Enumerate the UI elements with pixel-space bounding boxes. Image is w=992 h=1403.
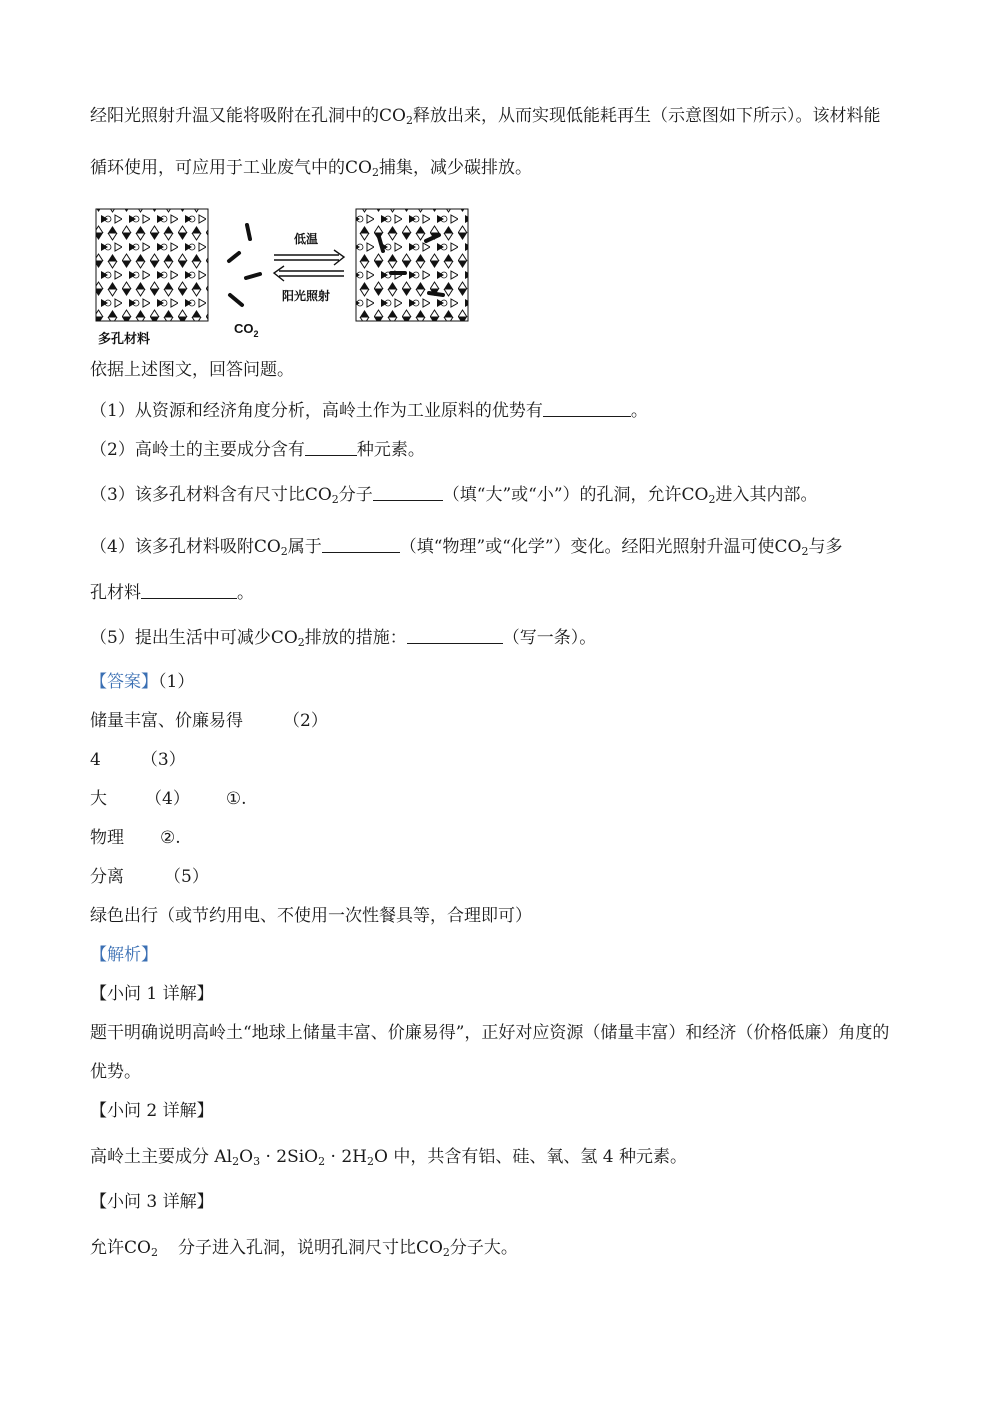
answer-blank[interactable] [305,441,357,456]
analysis-text: 题干明确说明高岭土“地球上储量丰富、价廉易得”，正好对应资源（储量丰富）和经济（价格低廉）角度的 [90,1023,890,1043]
question-4: （4）该多孔材料吸附$CO_2$属于 （填“物理”或“化学”）变化。经阳光照射升温可使$CO_2$与多 [90,537,843,558]
diagram-svg [94,205,474,345]
intro-text: 捕集，减少碳排放。 [378,158,532,178]
porous-material-caption: 多孔材料 [98,332,151,345]
question-2: （2）高岭土的主要成分含有 种元素。 [90,440,425,460]
intro-text: 释放出来，从而实现低能耗再生（示意图如下所示）。该材料能 [412,106,881,126]
analysis-formula-line: 高岭土主要成分 $Al_2O_3 \cdot 2SiO_2 \cdot 2H_2O$ 中，共含有铝、硅、氧、氢 4 种元素。 [90,1147,687,1168]
question-5: （5）提出生活中可减少$CO_2$排放的措施： （写一条）。 [90,628,597,649]
subquestion-heading: 【小问 3 详解】 [90,1192,214,1212]
intro-text: 经阳光照射升温又能将吸附在孔洞中的CO [90,106,406,126]
subquestion-heading: 【小问 2 详解】 [90,1101,214,1121]
answer-line: 储量丰富、价廉易得 （2） [90,711,328,731]
answer-blank[interactable] [373,486,443,501]
answer-blank[interactable] [141,584,237,599]
subscript: 2 [371,166,379,179]
sunlight-label: 阳光照射 [282,289,331,303]
answer-line: 物理 ②. [90,828,181,848]
answer-line: 绿色出行（或节约用电、不使用一次性餐具等，合理即可） [90,906,532,926]
answer-blank[interactable] [322,538,400,553]
answer-blank[interactable] [543,402,631,417]
question-1: （1）从资源和经济角度分析，高岭土作为工业原料的优势有 。 [90,401,648,421]
analysis-tag: 【解析】 [90,945,158,965]
answer-blank[interactable] [407,629,503,644]
answer-line: 大 （4） ①. [90,789,247,809]
answer-line: 4 （3） [90,750,186,770]
answer-tag: 【答案】 [90,672,158,692]
reversible-arrows [274,250,344,281]
porous-material-right [356,209,468,321]
answer-line: 分离 （5） [90,867,209,887]
subscript: 2 [405,114,413,127]
intro-text: 循环使用，可应用于工业废气中的CO [90,158,372,178]
porous-material-left [96,209,208,321]
question-4-cont: 孔材料 。 [90,583,254,603]
low-temp-label: 低温 [294,232,319,246]
intro-line-2 [90,160,532,177]
co2-label: $CO_2$ [234,321,259,339]
porous-material-diagram [94,205,474,345]
question-3: （3）该多孔材料含有尺寸比$CO_2$分子 （填“大”或“小”）的孔洞，允许$CO_2$进入其内部。 [90,485,818,506]
prompt-text: 依据上述图文，回答问题。 [90,360,294,380]
intro-line-1 [90,108,880,125]
analysis-text: 优势。 [90,1062,141,1082]
analysis-text: 允许$CO_2$ 分子进入孔洞，说明孔洞尺寸比$CO_2$分子大。 [90,1238,518,1259]
co2-molecules [229,225,260,305]
answer-header: 【答案】（1） [90,672,195,692]
subquestion-heading: 【小问 1 详解】 [90,984,214,1004]
